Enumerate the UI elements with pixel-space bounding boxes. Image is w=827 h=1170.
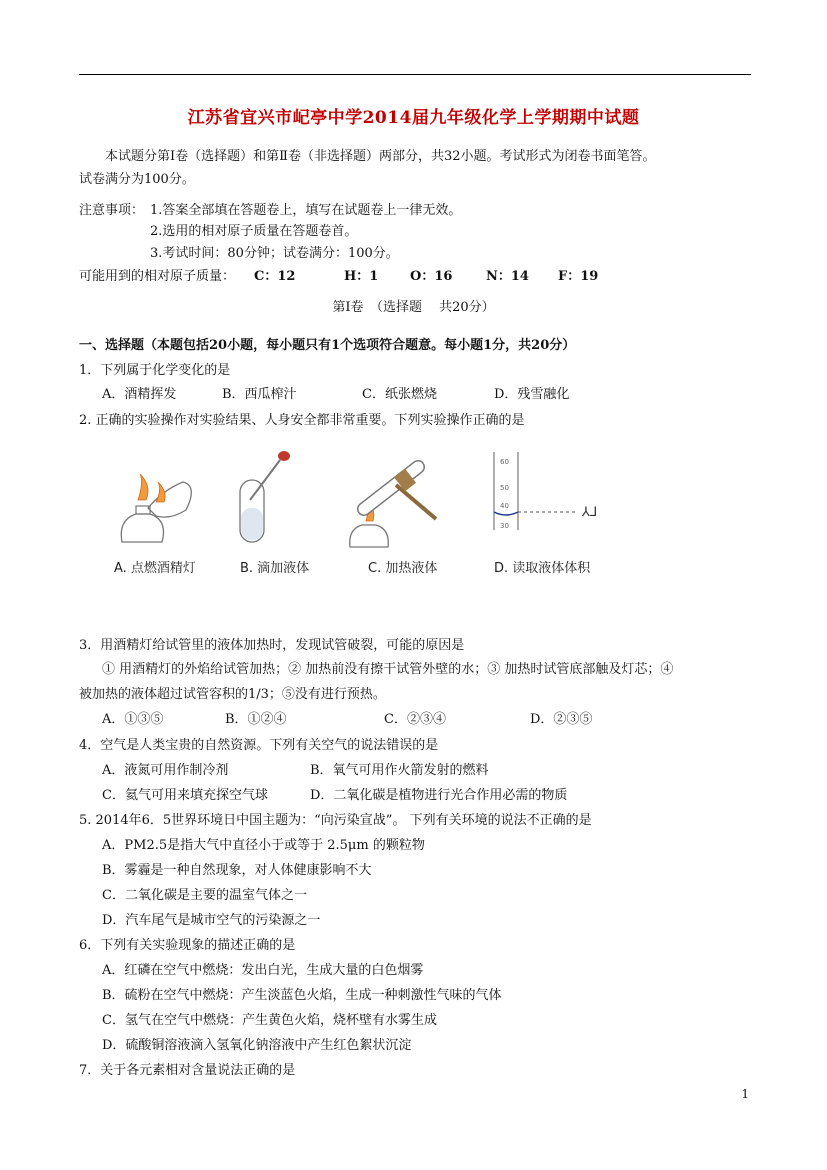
q5-option-c: C．二氧化碳是主要的温室气体之一 (102, 888, 307, 903)
scale-label: 50 (500, 484, 509, 492)
q1-option-a: A．酒精挥发 (102, 387, 177, 402)
note-item: 1.答案全部填在答题卷上，填写在试题卷上一律无效。 (150, 203, 462, 218)
intro-line-1: 本试题分第Ⅰ卷（选择题）和第Ⅱ卷（非选择题）两部分，共32小题。考试形式为闭卷书面笔答。 (105, 149, 656, 164)
q4-option-a: A．液氮可用作制冷剂 (102, 763, 229, 778)
part-heading: 第Ⅰ卷 （选择题 共20分） (332, 300, 495, 315)
q2-caption-a: A. 点燃酒精灯 (114, 561, 196, 576)
q3-option-a: A．①③⑤ (102, 712, 164, 727)
question-3-stem: 3．用酒精灯给试管里的液体加热时，发现试管破裂，可能的原因是 (79, 638, 465, 653)
question-1-stem: 1．下列属于化学变化的是 (79, 363, 231, 378)
atomic-mass-n: N：14 (486, 269, 529, 284)
alcohol-lamp-lighting-figure (108, 472, 218, 552)
question-6-stem: 6．下列有关实验现象的描述正确的是 (79, 938, 296, 953)
heating-test-tube-figure (340, 455, 450, 555)
q3-option-d: D．②③⑤ (530, 712, 593, 727)
question-7-stem: 7．关于各元素相对含量说法正确的是 (79, 1063, 296, 1078)
atomic-mass-h: H：1 (344, 269, 379, 284)
q3-option-b: B．①②④ (225, 712, 287, 727)
q1-option-b: B．西瓜榨汁 (222, 387, 297, 402)
section-heading: 一、选择题（本题包括20小题，每小题只有1个选项符合题意。每小题1分，共20分） (79, 338, 576, 353)
atomic-mass-o: O：16 (410, 269, 453, 284)
scale-label: 60 (500, 458, 509, 466)
question-2-stem: 2. 正确的实验操作对实验结果、人身安全都非常重要。下列实验操作正确的是 (79, 413, 525, 428)
q4-option-b: B．氧气可用作火箭发射的燃料 (310, 763, 489, 778)
q6-option-c: C．氢气在空气中燃烧：产生黄色火焰，烧杯壁有水雾生成 (102, 1013, 437, 1028)
q2-caption-c: C. 加热液体 (368, 561, 438, 576)
q1-option-d: D．残雪融化 (494, 387, 570, 402)
page-title: 江苏省宜兴市屺亭中学2014届九年级化学上学期期中试题 (187, 108, 640, 128)
q4-option-c: C．氦气可用来填充探空气球 (102, 788, 268, 803)
q5-option-b: B．雾霾是一种自然现象，对人体健康影响不大 (102, 863, 372, 878)
q3-detail-1: ① 用酒精灯的外焰给试管加热；② 加热前没有擦干试管外壁的水；③ 加热时试管底部触及灯芯；④ (102, 662, 674, 677)
q5-option-a: A．PM2.5是指大气中直径小于或等于 2.5μm 的颗粒物 (102, 838, 425, 853)
page-number: 1 (741, 1087, 749, 1101)
note-item: 3.考试时间：80分钟；试卷满分：100分。 (150, 246, 399, 261)
scale-label: 30 (500, 522, 509, 530)
graduated-cylinder-reading-figure (484, 452, 604, 532)
note-item: 2.选用的相对原子质量在答题卷首。 (150, 224, 358, 239)
atomic-mass-label: 可能用到的相对原子质量： (79, 269, 236, 284)
scale-label: 40 (500, 502, 509, 510)
q1-option-c: C．纸张燃烧 (362, 387, 437, 402)
q4-option-d: D．二氧化碳是植物进行光合作用必需的物质 (310, 788, 568, 803)
q3-option-c: C．②③④ (384, 712, 446, 727)
q2-caption-d: D. 读取液体体积 (494, 561, 591, 576)
q6-option-d: D．硫酸铜溶液滴入氢氧化钠溶液中产生红色絮状沉淀 (102, 1038, 412, 1053)
q6-option-a: A．红磷在空气中燃烧：发出白光，生成大量的白色烟雾 (102, 963, 424, 978)
dropper-test-tube-figure (228, 450, 298, 550)
q2-caption-b: B. 滴加液体 (240, 561, 310, 576)
atomic-mass-f: F：19 (558, 269, 599, 284)
q5-option-d: D．汽车尾气是城市空气的污染源之一 (102, 913, 321, 928)
svg-text:⅄⅃: ⅄⅃ (582, 505, 598, 520)
question-4-stem: 4．空气是人类宝贵的自然资源。下列有关空气的说法错误的是 (79, 738, 439, 753)
notes-label: 注意事项： (79, 203, 145, 218)
header-rule (79, 74, 751, 75)
question-5-stem: 5. 2014年6．5世界环境日中国主题为：“向污染宣战”。 下列有关环境的说法不正确的是 (79, 813, 592, 828)
q3-detail-2: 被加热的液体超过试管容积的1/3；⑤没有进行预热。 (79, 687, 386, 702)
atomic-mass-c: C：12 (254, 269, 296, 284)
intro-line-2: 试卷满分为100分。 (79, 172, 195, 187)
q6-option-b: B．硫粉在空气中燃烧：产生淡蓝色火焰，生成一种刺激性气味的气体 (102, 988, 502, 1003)
